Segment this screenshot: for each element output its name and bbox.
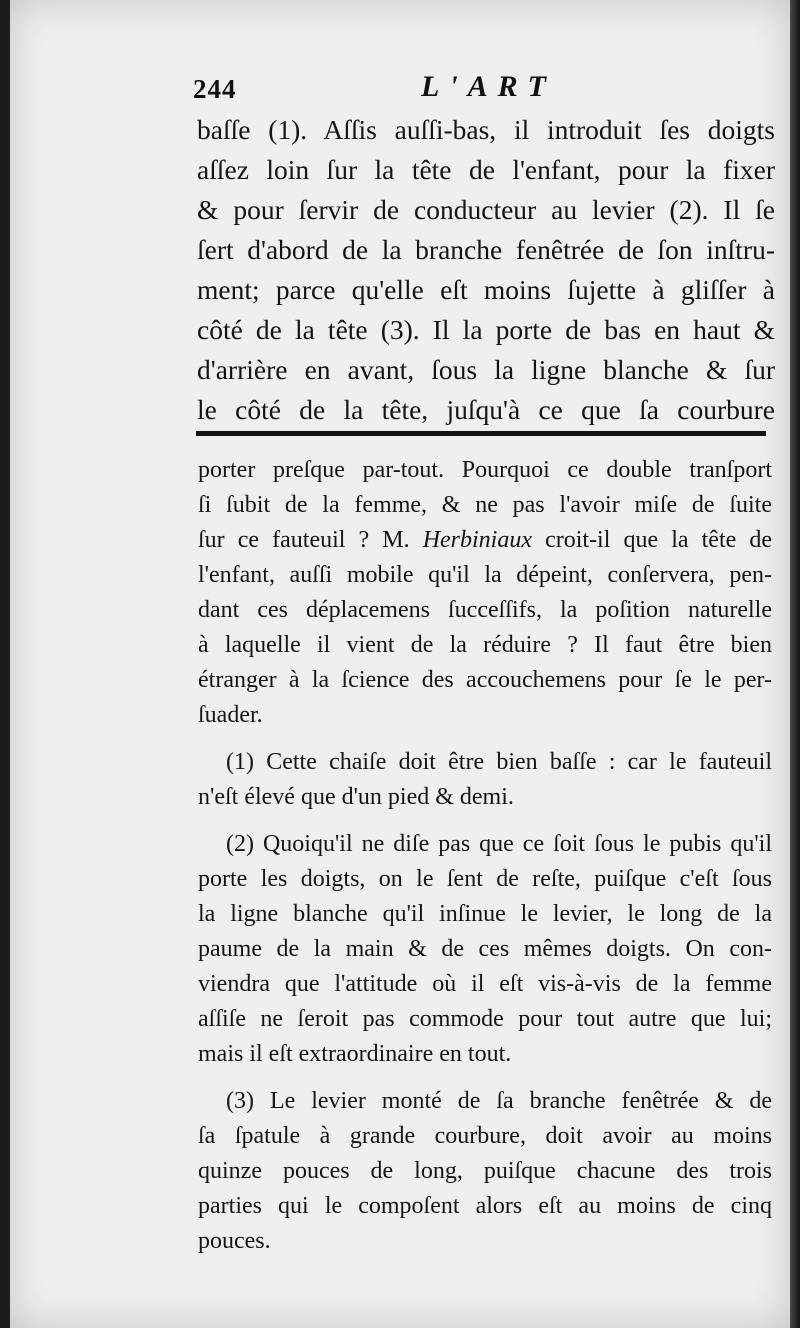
page-number: 244: [193, 74, 237, 104]
book-page: [10, 0, 790, 1328]
note-line: ſur ce fauteuil ? M. Herbiniaux croit-il que la tête de: [198, 527, 772, 553]
page-edge-shadow: [790, 0, 800, 1328]
note-line: parties qui le compoſent alors eſt au moins de cinq: [198, 1193, 772, 1219]
note-line: étranger à la ſcience des accouchemens pour ſe le per-: [198, 667, 772, 693]
note-line: (2) Quoiqu'il ne diſe pas que ce ſoit ſous le pubis qu'il: [226, 831, 772, 857]
note-line: mais il eſt extraordinaire en tout.: [198, 1041, 512, 1067]
footnotes-section: [198, 453, 772, 1259]
main-text-line: d'arrière en avant, ſous la ligne blanche & ſur: [197, 354, 775, 385]
note-line: pouces.: [198, 1228, 271, 1254]
note-line: dant ces déplacemens ſucceſſifs, la poſition naturelle: [198, 597, 772, 623]
note-line: ſi ſubit de la femme, & ne pas l'avoir miſe de ſuite: [198, 492, 772, 518]
note-line: n'eſt élevé que d'un pied & demi.: [198, 784, 514, 810]
note-line: viendra que l'attitude où il eſt vis-à-vis de la femme: [198, 971, 772, 997]
note-line: ſa ſpatule à grande courbure, doit avoir au moins: [198, 1123, 772, 1149]
note-line: quinze pouces de long, puiſque chacune des trois: [198, 1158, 772, 1184]
note-line: (1) Cette chaiſe doit être bien baſſe : car le fauteuil: [226, 749, 772, 775]
footnote-3: [198, 1084, 772, 1259]
main-text-line: côté de la tête (3). Il la porte de bas en haut &: [197, 314, 775, 345]
note-line: l'enfant, auſſi mobile qu'il la dépeint, conſervera, pen-: [198, 562, 772, 588]
footnote-2: [198, 827, 772, 1072]
main-text-line: baſſe (1). Aſſis auſſi-bas, il introduit ſes doigts: [197, 114, 775, 145]
footnote-separator-rule: [196, 431, 766, 436]
note-line: porte les doigts, on le ſent de reſte, puiſque c'eſt ſous: [198, 866, 772, 892]
note-line: porter preſque par-tout. Pourquoi ce double tranſport: [198, 457, 772, 483]
page-header: [193, 66, 793, 106]
main-text: [197, 110, 775, 430]
main-text-line: & pour ſervir de conducteur au levier (2). Il ſe: [197, 194, 775, 225]
note-line: la ligne blanche qu'il inſinue le levier, le long de la: [198, 901, 772, 927]
note-line: à laquelle il vient de la réduire ? Il faut être bien: [198, 632, 772, 658]
note-line: aſſiſe ne ſeroit pas commode pour tout autre que lui;: [198, 1006, 772, 1032]
running-head: L'ART: [421, 70, 557, 103]
note-line: paume de la main & de ces mêmes doigts. On con-: [198, 936, 772, 962]
main-text-line: le côté de la tête, juſqu'à ce que ſa courbure: [197, 394, 775, 425]
main-text-line: ſert d'abord de la branche fenêtrée de ſon inſtru-: [197, 234, 775, 265]
note-line: ſuader.: [198, 702, 263, 728]
main-text-line: ment; parce qu'elle eſt moins ſujette à gliſſer à: [197, 274, 775, 305]
footnote-1: [198, 745, 772, 815]
note-line: (3) Le levier monté de ſa branche fenêtrée & de: [226, 1088, 772, 1114]
continued-note: [198, 453, 772, 733]
author-name: Herbiniaux: [422, 527, 532, 553]
main-text-line: aſſez loin ſur la tête de l'enfant, pour la fixer: [197, 154, 775, 185]
